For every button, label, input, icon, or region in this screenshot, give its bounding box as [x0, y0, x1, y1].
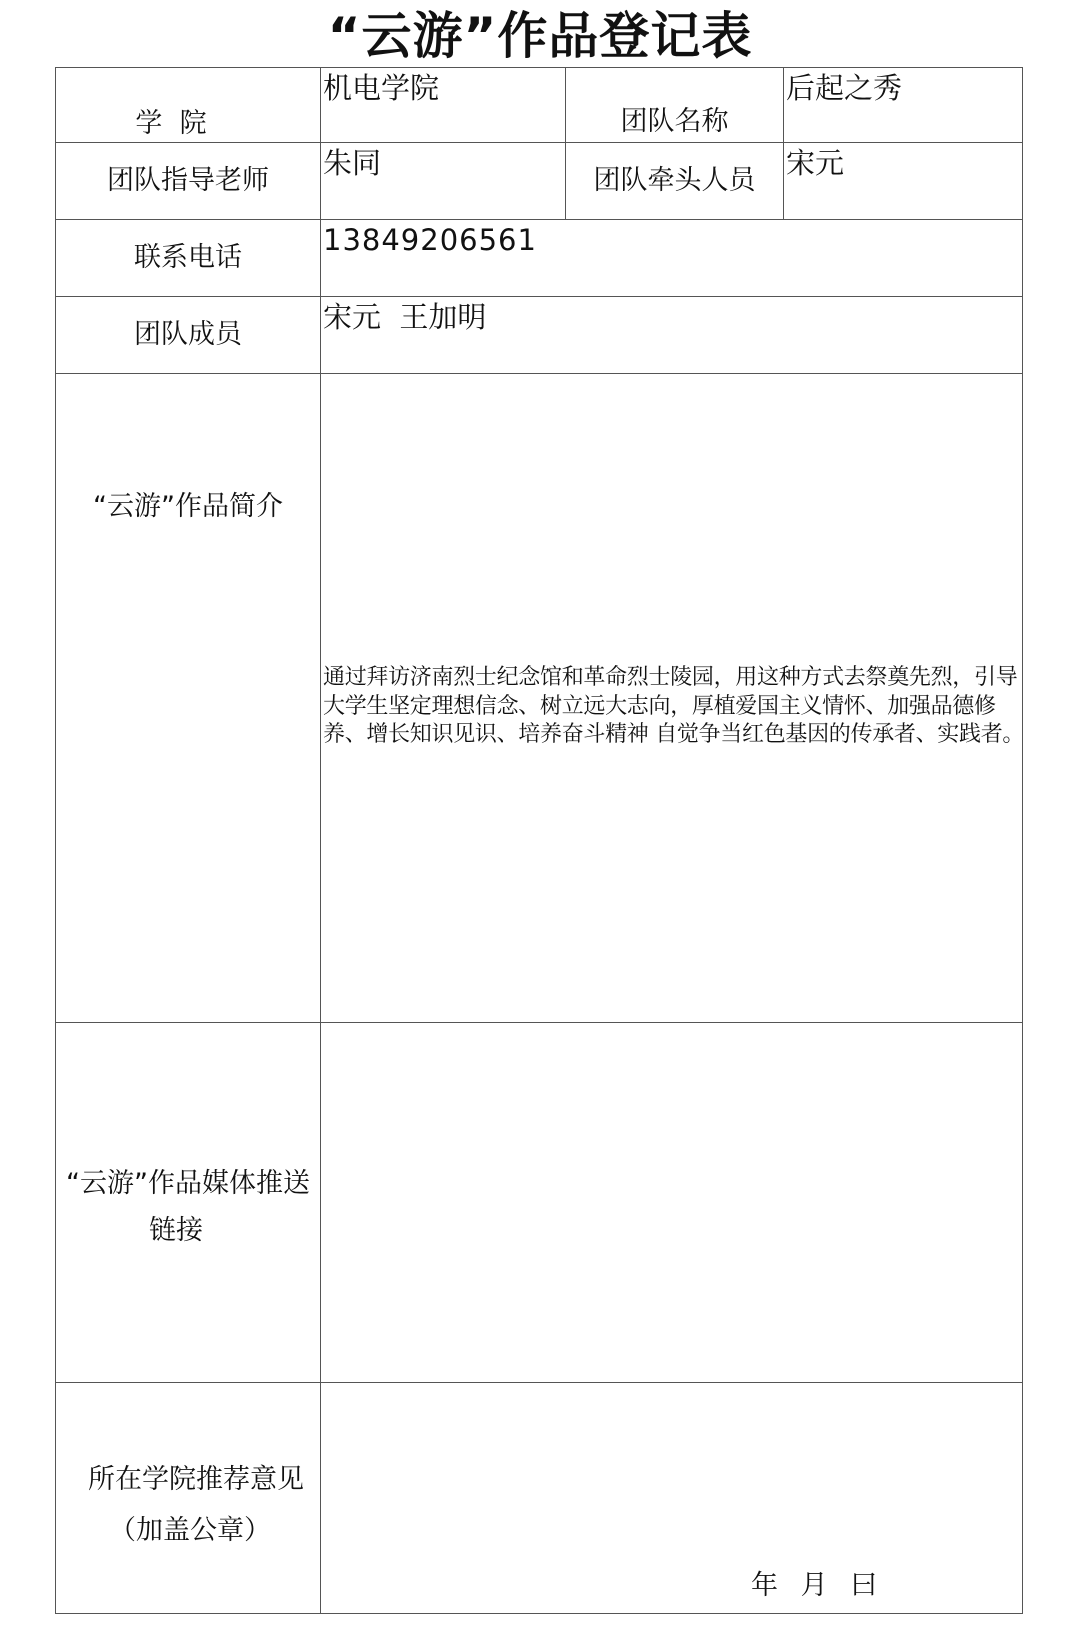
advisor-label: 团队指导老师 [107, 165, 269, 196]
date-day: 曰 [850, 1570, 878, 1601]
recommend-label-line2: （加盖公章） [109, 1515, 271, 1546]
media-label-cell [55, 1022, 321, 1383]
media-value-cell [320, 1022, 1023, 1383]
date-line [751, 1568, 891, 1604]
intro-text: 通过拜访济南烈士纪念馆和革命烈士陵园，用这种方式去祭奠先烈，引导大学生坚定理想信念、树立远大志向，厚植爱国主义情怀、加强品德修养、增长知识见识、培养奋斗精神 自觉争当红色基因的传承者、实践者。 [323, 665, 1025, 747]
team-name-value-cell [783, 67, 1023, 143]
college-value: 机电学院 [323, 71, 440, 105]
leader-value: 宋元 [786, 146, 845, 180]
intro-label-cell [55, 373, 321, 1023]
team-name-label: 团队名称 [620, 106, 729, 137]
date-month: 月 [800, 1570, 828, 1601]
phone-value: 13849206561 [323, 223, 537, 257]
media-label-line2: 链接 [149, 1215, 203, 1246]
recommend-label-line1: 所在学院推荐意见 [88, 1464, 304, 1495]
phone-label-cell [55, 219, 321, 297]
phone-label: 联系电话 [134, 242, 242, 273]
members-label: 团队成员 [134, 319, 242, 350]
leader-value-cell [783, 142, 1023, 220]
members-label-cell [55, 296, 321, 374]
college-label: 学 院 [135, 108, 207, 139]
intro-label: “云游”作品简介 [93, 491, 283, 522]
phone-value-cell [320, 219, 1023, 297]
advisor-value: 朱同 [323, 146, 382, 180]
recommend-value-cell [320, 1382, 1023, 1614]
date-year: 年 [751, 1570, 778, 1601]
team-name-label-cell [565, 67, 784, 143]
college-label-cell [55, 67, 321, 143]
leader-label-cell [565, 142, 784, 220]
advisor-label-cell [55, 142, 321, 220]
members-value: 宋元 王加明 [323, 300, 487, 334]
leader-label: 团队牵头人员 [593, 165, 756, 196]
college-value-cell [320, 67, 566, 143]
media-label-line1: “云游”作品媒体推送 [66, 1168, 310, 1199]
intro-value-cell [320, 373, 1023, 1023]
members-value-cell [320, 296, 1023, 374]
team-name-value: 后起之秀 [786, 71, 903, 105]
advisor-value-cell [320, 142, 566, 220]
recommend-label-cell [55, 1382, 321, 1614]
form-title: “云游”作品登记表 [327, 7, 753, 65]
